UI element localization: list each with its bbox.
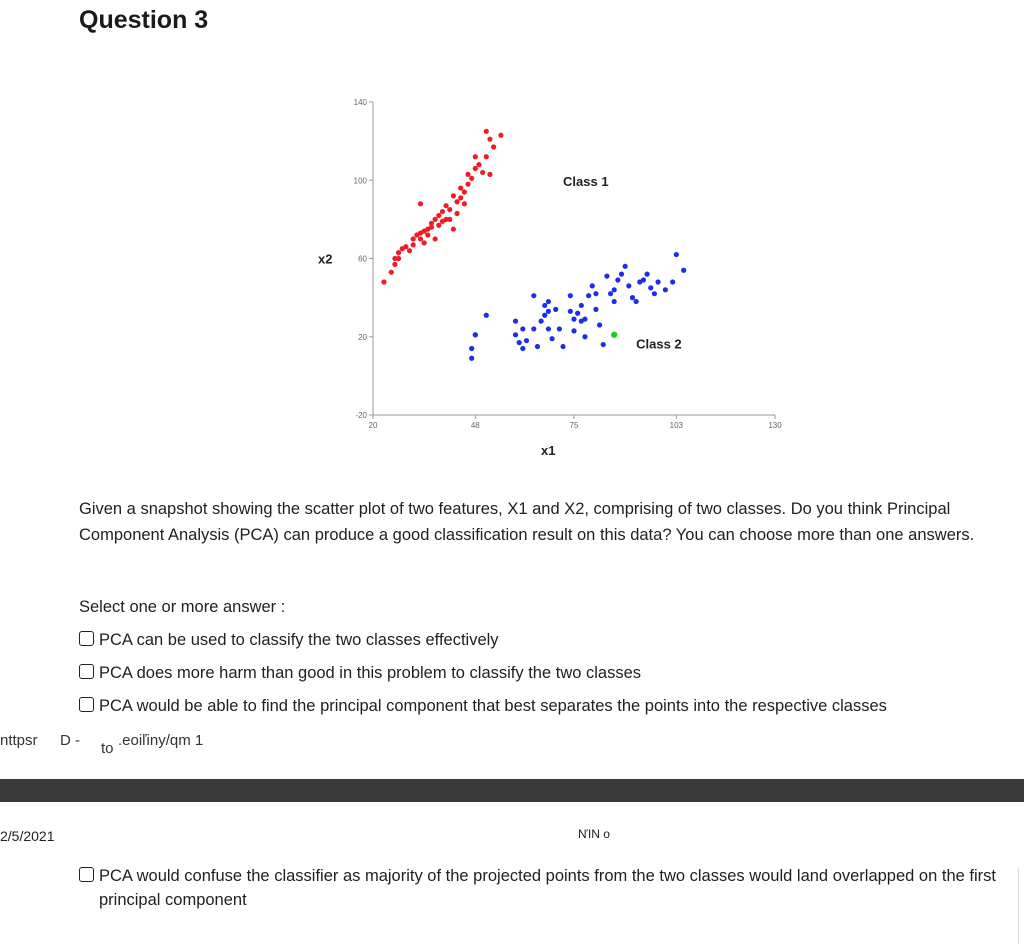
point-class-1 [407, 248, 412, 253]
point-class-2 [582, 334, 587, 339]
annotation-2: Class 2 [636, 336, 682, 352]
point-class-2 [623, 264, 628, 269]
option-label-3: PCA would be able to find the principal component that best separates the points into the respective classes [99, 697, 887, 715]
point-class-2 [531, 326, 536, 331]
point-class-1 [418, 201, 423, 206]
point-class-1 [429, 225, 434, 230]
y-tick-label: 140 [353, 98, 367, 107]
x-tick-label: 130 [768, 421, 782, 430]
answer-option-3[interactable] [79, 694, 887, 718]
point-class-1 [487, 172, 492, 177]
point-class-2 [604, 274, 609, 279]
point-class-2 [546, 299, 551, 304]
point-class-1 [440, 209, 445, 214]
point-class-2 [517, 340, 522, 345]
point-class-1 [436, 223, 441, 228]
x-axis-label: x1 [541, 443, 556, 458]
point-class-1 [458, 195, 463, 200]
checkbox-option-3[interactable] [79, 697, 94, 712]
point-class-2 [513, 332, 518, 337]
y-tick-label: -20 [355, 411, 367, 420]
point-class-2 [520, 346, 525, 351]
point-class-2 [582, 317, 587, 322]
point-class-2 [520, 326, 525, 331]
point-class-2 [663, 287, 668, 292]
point-class-2 [601, 342, 606, 347]
point-class-2 [597, 322, 602, 327]
point-class-2 [484, 313, 489, 318]
point-class-2 [557, 326, 562, 331]
question-title: Question 3 [79, 6, 209, 34]
print-date: 2/5/2021 [0, 828, 55, 844]
point-class-2 [568, 293, 573, 298]
point-class-1 [476, 162, 481, 167]
point-class-1 [469, 176, 474, 181]
point-class-2 [593, 291, 598, 296]
x-tick-label: 103 [669, 421, 684, 430]
point-class-2 [644, 272, 649, 277]
checkbox-option-4[interactable] [79, 867, 94, 882]
point-class-1 [389, 270, 394, 275]
point-class-2 [531, 293, 536, 298]
point-class-2 [535, 344, 540, 349]
point-class-2 [469, 346, 474, 351]
point-class-1 [465, 172, 470, 177]
url-fragment-4: .eoiľiny/qm 1 [118, 732, 204, 749]
point-class-2 [571, 317, 576, 322]
point-class-2 [546, 309, 551, 314]
point-class-1 [403, 244, 408, 249]
point-class-1 [454, 199, 459, 204]
point-class-1 [484, 129, 489, 134]
point-class-1 [433, 236, 438, 241]
point-class-2 [546, 326, 551, 331]
point-class-2 [539, 319, 544, 324]
point-class-1 [381, 279, 386, 284]
point-class-1 [447, 207, 452, 212]
point-class-2 [513, 319, 518, 324]
point-class-1 [396, 256, 401, 261]
x-tick-label: 48 [470, 421, 480, 430]
point-class-1 [396, 250, 401, 255]
point-class-1 [491, 144, 496, 149]
point-class-2 [641, 277, 646, 282]
y-tick-label: 20 [358, 332, 367, 342]
page-break-bar [0, 779, 1024, 802]
point-class-2 [648, 285, 653, 290]
point-class-1 [418, 236, 423, 241]
point-class-2 [612, 299, 617, 304]
point-class-2 [626, 283, 631, 288]
point-class-2 [560, 344, 565, 349]
point-class-1 [451, 193, 456, 198]
point-class-1 [498, 133, 503, 138]
y-axis-label: x2 [318, 251, 333, 267]
point-class-1 [487, 137, 492, 142]
point-class-1 [436, 213, 441, 218]
x-tick-label: 75 [569, 421, 579, 430]
option-label-1: PCA can be used to classify the two classes effectively [99, 631, 499, 649]
point-class-2 [652, 291, 657, 296]
answer-option-1[interactable] [79, 628, 499, 652]
point-class-1 [422, 240, 427, 245]
point-class-2 [655, 279, 660, 284]
point-class-2 [524, 338, 529, 343]
point-class-1 [411, 242, 416, 247]
point-class-1 [443, 203, 448, 208]
point-class-2 [634, 299, 639, 304]
point-class-2 [608, 291, 613, 296]
point-class-2 [670, 279, 675, 284]
point-class-2 [590, 283, 595, 288]
url-fragment-2: D - [60, 732, 80, 749]
point-class-1 [425, 232, 430, 237]
point-class-1 [462, 189, 467, 194]
point-class-2 [568, 309, 573, 314]
point-class-2 [553, 307, 558, 312]
point-class-1 [465, 182, 470, 187]
point-class-2 [469, 356, 474, 361]
point-class-2 [630, 295, 635, 300]
scatter-chart [300, 88, 800, 468]
point-class-1 [454, 211, 459, 216]
point-class-2 [542, 303, 547, 308]
annotation-1: Class 1 [563, 174, 609, 190]
point-class-1 [473, 154, 478, 159]
url-fragment-3: to [101, 740, 114, 757]
x-tick-label: 20 [368, 421, 378, 430]
point-class-2 [612, 287, 617, 292]
point-class-2 [542, 313, 547, 318]
point-class-1 [484, 154, 489, 159]
point-class-2 [571, 328, 576, 333]
point-class-1 [480, 170, 485, 175]
y-tick-label: 100 [353, 176, 367, 186]
option-label-2: PCA does more harm than good in this problem to classify the two classes [99, 664, 642, 682]
point-class-2 [615, 277, 620, 282]
point-class-2 [579, 303, 584, 308]
answer-option-2[interactable] [79, 661, 641, 685]
point-class-2 [549, 336, 554, 341]
point-class-1 [451, 227, 456, 232]
point-class-2 [681, 268, 686, 273]
point-class-2 [586, 293, 591, 298]
point-class-2 [674, 252, 679, 257]
point-class-1 [392, 262, 397, 267]
point-highlighted-point [611, 332, 617, 338]
point-class-1 [462, 201, 467, 206]
point-class-1 [447, 217, 452, 222]
point-class-1 [411, 236, 416, 241]
select-prompt: Select one or more answer : [79, 598, 286, 616]
point-class-2 [619, 272, 624, 277]
point-class-1 [433, 217, 438, 222]
point-class-1 [458, 185, 463, 190]
url-fragment-1: nttpsr [0, 732, 38, 749]
checkbox-option-2[interactable] [79, 664, 94, 679]
point-class-1 [473, 166, 478, 171]
page-mark: ΝΊΝ o [578, 827, 610, 841]
option-label-4: PCA would confuse the classifier as majority of the projected points from the two classes would land overlapped on the first principal component [99, 867, 996, 909]
point-class-2 [593, 307, 598, 312]
point-class-2 [473, 332, 478, 337]
question-text: Given a snapshot showing the scatter plot of two features, X1 and X2, comprising of two classes. Do you think Principal Component Analysis (PCA) can produce a good classification result on this data? You can choose more than one answers. [79, 500, 975, 544]
scrollbar-edge [1018, 868, 1024, 944]
point-class-2 [575, 311, 580, 316]
chart-points [381, 129, 686, 361]
chart-axes [354, 98, 783, 430]
checkbox-option-1[interactable] [79, 631, 94, 646]
y-tick-label: 60 [358, 254, 367, 264]
answer-option-4[interactable] [79, 864, 1019, 912]
